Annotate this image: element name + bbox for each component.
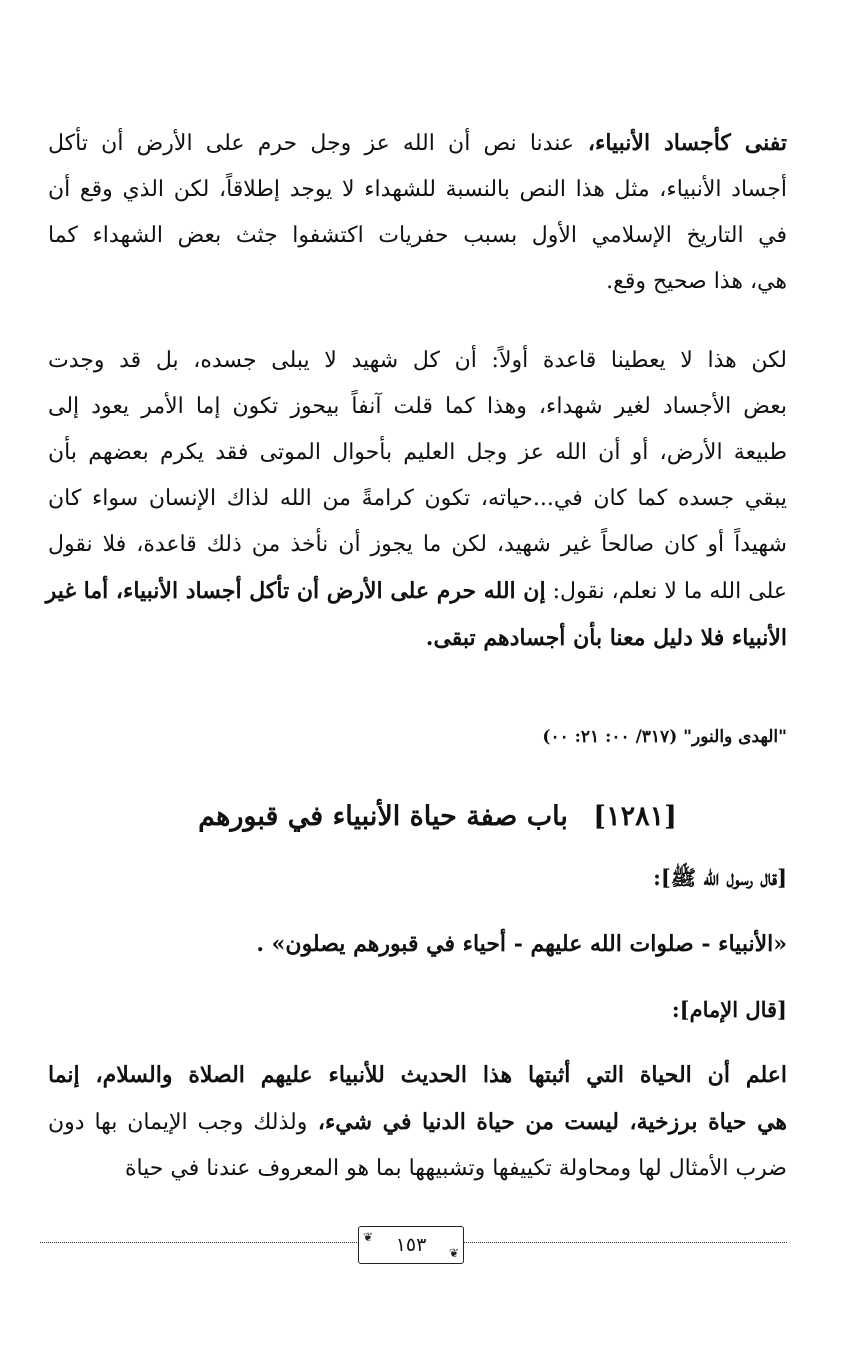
text-line	[48, 1052, 787, 1099]
page-number-frame	[358, 1226, 464, 1264]
bold-text-run: إن الله حرم على الأرض أن تأكل أجساد الأنبياء، أما غير	[45, 578, 546, 604]
text-line	[45, 568, 787, 615]
chapter-number: [١٢٨١]	[593, 801, 677, 832]
text-run: أجساد الأنبياء، مثل هذا النص بالنسبة للشهداء لا يوجد إطلاقاً، لكن الذي وقع أن	[48, 177, 787, 202]
page-number: ١٥٣	[395, 1234, 427, 1256]
text-line	[48, 213, 787, 259]
text-line	[48, 338, 787, 384]
hadith-text: «الأنبياء - صلوات الله عليهم - أحياء في قبورهم يصلون» .	[256, 931, 787, 957]
text-run: هي، هذا صحيح وقع.	[606, 269, 787, 294]
chapter-title: باب صفة حياة الأنبياء في قبورهم	[198, 801, 568, 832]
bold-text-run: هي حياة برزخية، ليست من حياة الدنيا في شيء،	[307, 1109, 788, 1135]
bold-text-run: الأنبياء فلا دليل معنا بأن أجسادهم تبقى.	[425, 625, 787, 651]
prophet-said-label: [قال رسول الله ﷺ]:	[653, 865, 787, 890]
bold-text-run: تفنى كأجساد الأنبياء،	[573, 130, 787, 156]
imam-said-label: [قال الإمام]:	[671, 997, 787, 1022]
text-line	[48, 522, 787, 568]
text-run: بعض الأجساد لغير شهداء، وهذا كما قلت آنفاً بيحوز تكون إما الأمر يعود إلى	[48, 394, 787, 419]
text-run: في التاريخ الإسلامي الأول بسبب حفريات اكتشفوا جثث بعض الشهداء كما	[48, 223, 787, 248]
text-run: طبيعة الأرض، أو أن الله عز وجل العليم بأحوال الموتى فقد يكرم بعضهم بأن	[48, 440, 787, 465]
chapter-heading	[48, 792, 787, 842]
text-line	[48, 1146, 787, 1192]
text-line	[48, 430, 787, 476]
text-run: شهيداً أو كان صالحاً غير شهيد، لكن ما يجوز أن نأخذ من ذلك قاعدة، فلا نقول	[48, 532, 787, 557]
source-citation: "الهدى والنور" (٣١٧/ ٠٠: ٢١: ٠٠)	[542, 727, 787, 747]
text-line	[48, 615, 787, 662]
text-line	[48, 259, 787, 305]
text-line	[48, 384, 787, 430]
text-run: عندنا نص أن الله عز وجل حرم على الأرض أن تأكل	[48, 131, 574, 156]
text-run: لكن هذا لا يعطينا قاعدة أولاً: أن كل شهيد لا يبلى جسده، بل قد وجدت	[48, 348, 787, 373]
book-page	[45, 0, 788, 1370]
text-run: ضرب الأمثال لها ومحاولة تكييفها وتشبيهها بما هو المعروف عندنا في حياة	[124, 1156, 787, 1181]
text-line	[48, 1099, 787, 1146]
text-line	[48, 167, 787, 213]
paragraph-bodies-of-martyrs	[48, 120, 787, 305]
corner-ornament-icon: ❦	[448, 1246, 459, 1260]
text-run: ولذلك وجب الإيمان بها دون	[48, 1110, 308, 1135]
corner-ornament-icon: ❦	[363, 1230, 374, 1244]
text-line	[48, 476, 787, 522]
text-run: يبقي جسده كما كان في...حياته، تكون كرامةً من الله لذاك الإنسان سواء كان	[48, 486, 787, 511]
bold-text-run: اعلم أن الحياة التي أثبتها هذا الحديث للأنبياء عليهم الصلاة والسلام، إنما	[48, 1062, 787, 1088]
paragraph-no-general-rule	[45, 338, 787, 662]
paragraph-barzakh-life	[48, 1052, 787, 1192]
text-line	[48, 120, 787, 167]
page-footer	[40, 1226, 787, 1266]
text-run: على الله ما لا نعلم، نقول:	[545, 579, 787, 604]
